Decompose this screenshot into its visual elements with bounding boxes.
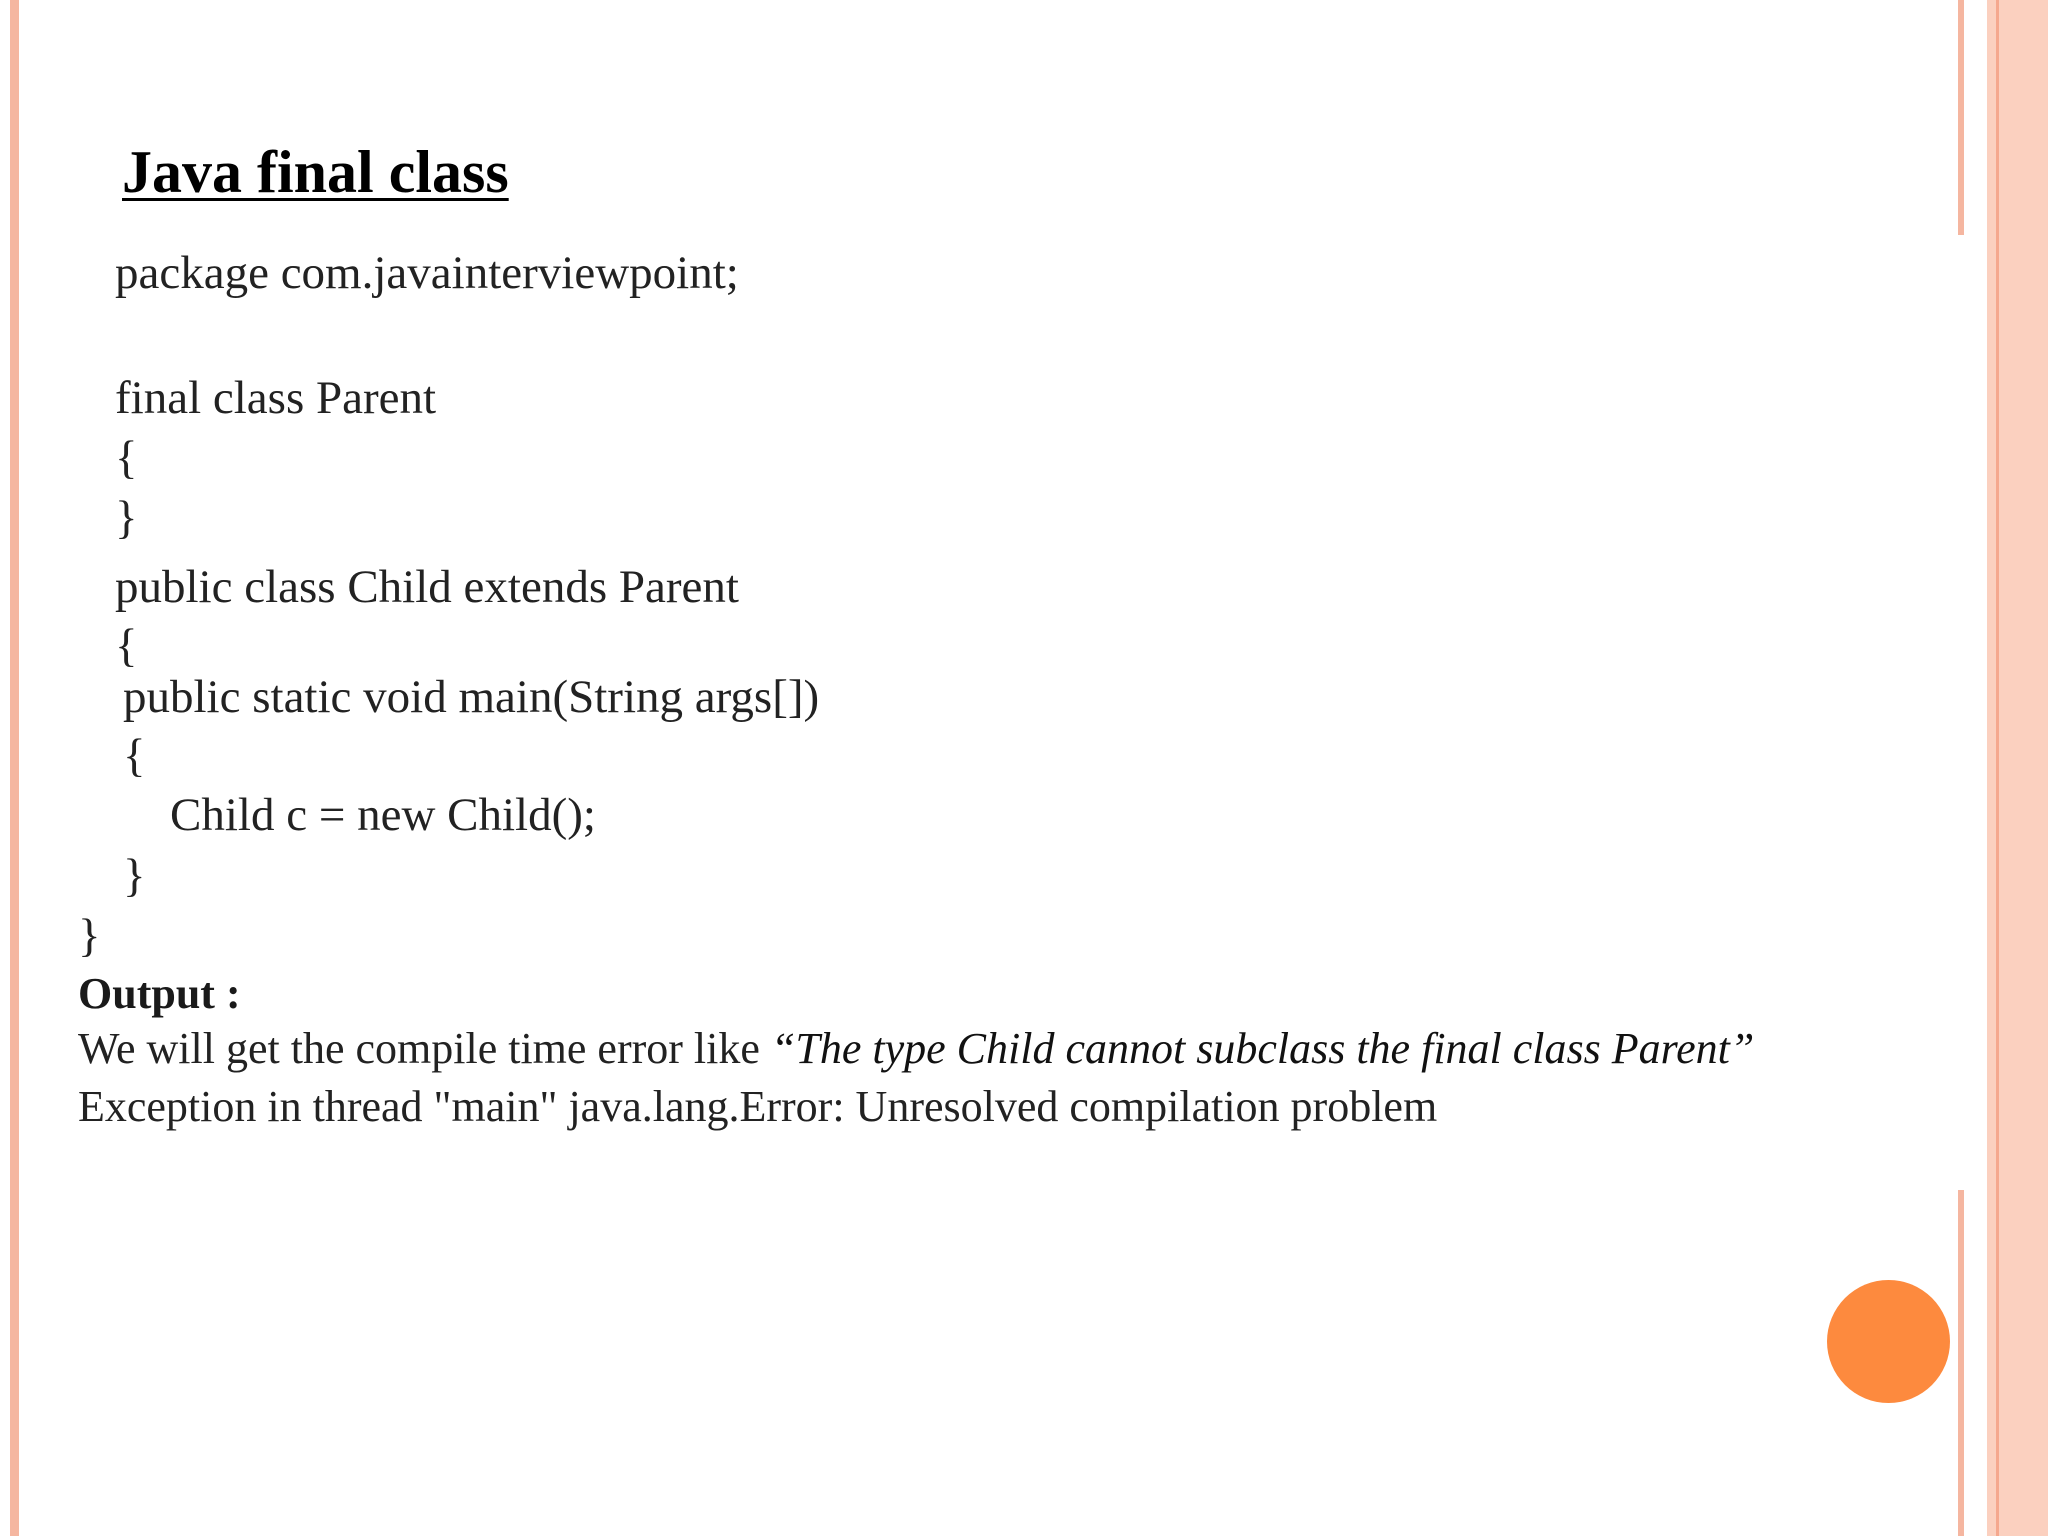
code-line-close-brace: }: [78, 910, 101, 962]
code-line-close-brace: }: [123, 850, 146, 902]
left-decorative-border: [0, 0, 22, 1536]
right-border-stripe-inner: [1996, 0, 1999, 1536]
code-line-package: package com.javainterviewpoint;: [115, 247, 739, 299]
code-line-open-brace: {: [123, 730, 146, 782]
code-line-close-brace: }: [115, 492, 138, 544]
code-line-open-brace: {: [115, 432, 138, 484]
output-line-exception: Exception in thread "main" java.lang.Error: Unresolved compilation problem: [78, 1082, 1438, 1131]
output-label: Output :: [78, 969, 241, 1018]
output-line-prefix: We will get the compile time error like: [78, 1024, 771, 1073]
output-error-quote: “The type Child cannot subclass the final class Parent”: [770, 1024, 1755, 1073]
code-line-open-brace: {: [115, 620, 138, 672]
orange-circle-decoration: [1827, 1280, 1950, 1403]
code-line-final-class: final class Parent: [115, 372, 437, 424]
code-line-new-child: Child c = new Child();: [170, 789, 596, 841]
code-line-main-method: public static void main(String args[]): [123, 671, 820, 723]
output-line-compile-error: [78, 1023, 1754, 1074]
code-line-child-class: public class Child extends Parent: [115, 561, 739, 613]
left-border-stripe: [10, 0, 19, 1536]
code-example-image: [60, 235, 1985, 1190]
slide-title: Java final class: [122, 139, 509, 205]
